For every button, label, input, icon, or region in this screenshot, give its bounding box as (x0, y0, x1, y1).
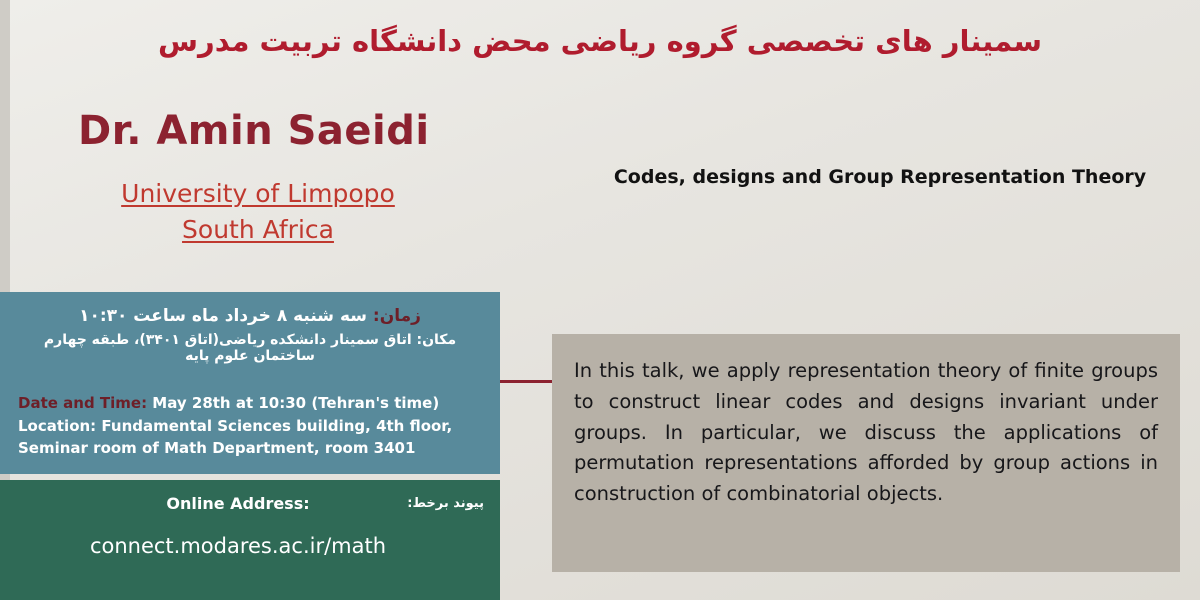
speaker-affiliation (78, 176, 438, 249)
schedule-en-datetime-line (18, 392, 488, 415)
schedule-fa-time-value: سه شنبه ۸ خرداد ماه ساعت ۱۰:۳۰ (79, 306, 373, 326)
affiliation-university: University of Limpopo (121, 179, 395, 208)
schedule-en-datetime-label: Date and Time: (18, 394, 148, 412)
affiliation-country: South Africa (182, 215, 334, 245)
schedule-en-block (12, 392, 488, 460)
abstract-text: In this talk, we apply representation theory of finite groups to construct linear codes and designs invariant under groups. In particular, we discuss the applications of permutation representations afforded by group actions in construction of combinatorial objects. (552, 334, 1180, 572)
talk-title: Codes, designs and Group Representation Theory (613, 166, 1147, 188)
abstract-connector-line (500, 380, 556, 383)
online-address-fa-label: پیوند برخط: (407, 496, 484, 511)
online-address-box (0, 480, 500, 600)
schedule-fa-location: مکان: اتاق سمینار دانشکده ریاضی(اتاق ۳۴۰۱)، طبقه چهارم ساختمان علوم پایه (43, 332, 457, 364)
online-address-url[interactable]: connect.modares.ac.ir/math (89, 534, 387, 558)
online-address-header-row (12, 494, 488, 520)
schedule-en-datetime-value: May 28th at 10:30 (Tehran's time) (147, 394, 440, 412)
schedule-fa-time-label: زمان: (372, 306, 421, 326)
speaker-name: Dr. Amin Saeidi (78, 108, 430, 154)
schedule-box (0, 292, 500, 474)
schedule-fa-time-line (12, 306, 488, 326)
seminar-header-title: سمینار های تخصصی گروه ریاضی محض دانشگاه تربیت مدرس (157, 24, 1043, 58)
schedule-en-location: Location: Fundamental Sciences building, 4th floor, Seminar room of Math Department, room 3401 (18, 416, 453, 457)
online-address-label: Online Address: (166, 494, 310, 513)
